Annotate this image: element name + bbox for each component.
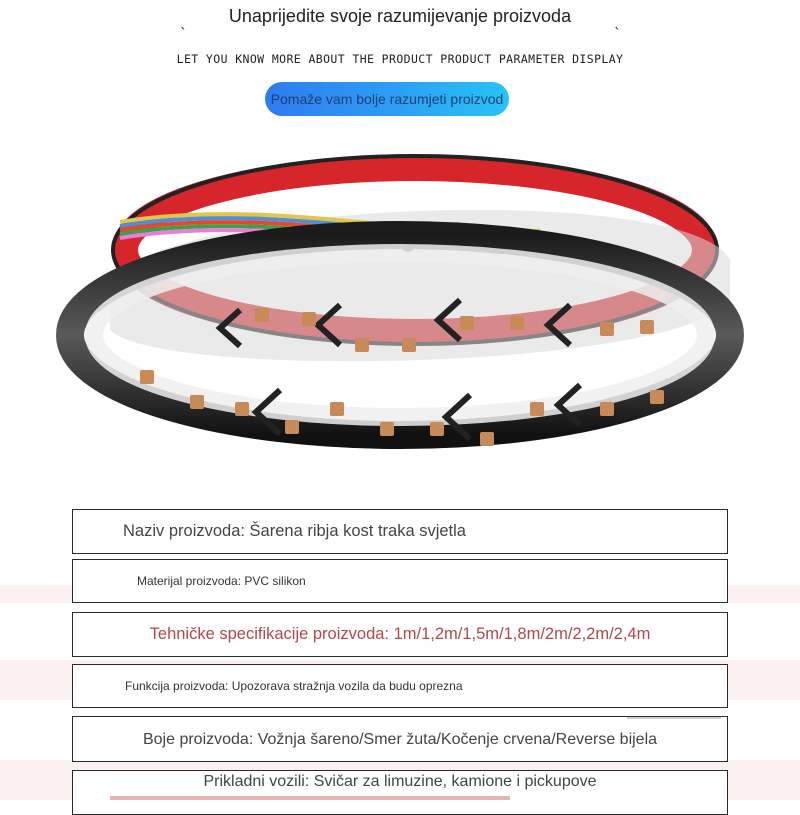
spec-row-colors <box>72 716 728 762</box>
spec-text: Prikladni vozili: Svičar za limuzine, kamione i pickupove <box>203 773 597 790</box>
spec-text: Naziv proizvoda: Šarena ribja kost traka svjetla <box>123 522 466 540</box>
spec-text: Boje proizvoda: Vožnja šareno/Smer žuta/Kočenje crvena/Reverse bijela <box>142 730 658 748</box>
spec-row-name <box>72 509 728 554</box>
bottom-red-strip <box>110 796 510 800</box>
info-pill-button <box>265 82 509 116</box>
spec-row-vehicles <box>72 770 728 815</box>
spec-row-material <box>72 559 728 603</box>
page-subtitle: LET YOU KNOW MORE ABOUT THE PRODUCT PRODUCT PARAMETER DISPLAY <box>176 52 624 66</box>
decorative-mark-left: ˎ <box>180 14 187 30</box>
decorative-mark-right: ˎ <box>614 14 621 30</box>
spec-row-function <box>72 664 728 708</box>
info-pill-label: Pomaže vam bolje razumjeti proizvod <box>270 91 504 107</box>
spec-text: Tehničke specifikacije proizvoda: 1m/1,2m/1,5m/1,8m/2m/2,2m/2,4m <box>149 625 651 643</box>
page-title: Unaprijedite svoje razumijevanje proizvoda <box>228 6 572 26</box>
led-strip-image <box>40 140 760 485</box>
spec-text: Funkcija proizvoda: Upozorava stražnja vozila da budu oprezna <box>125 679 463 693</box>
spec-row-specifications <box>72 612 728 657</box>
spec-text: Materijal proizvoda: PVC silikon <box>137 574 306 588</box>
